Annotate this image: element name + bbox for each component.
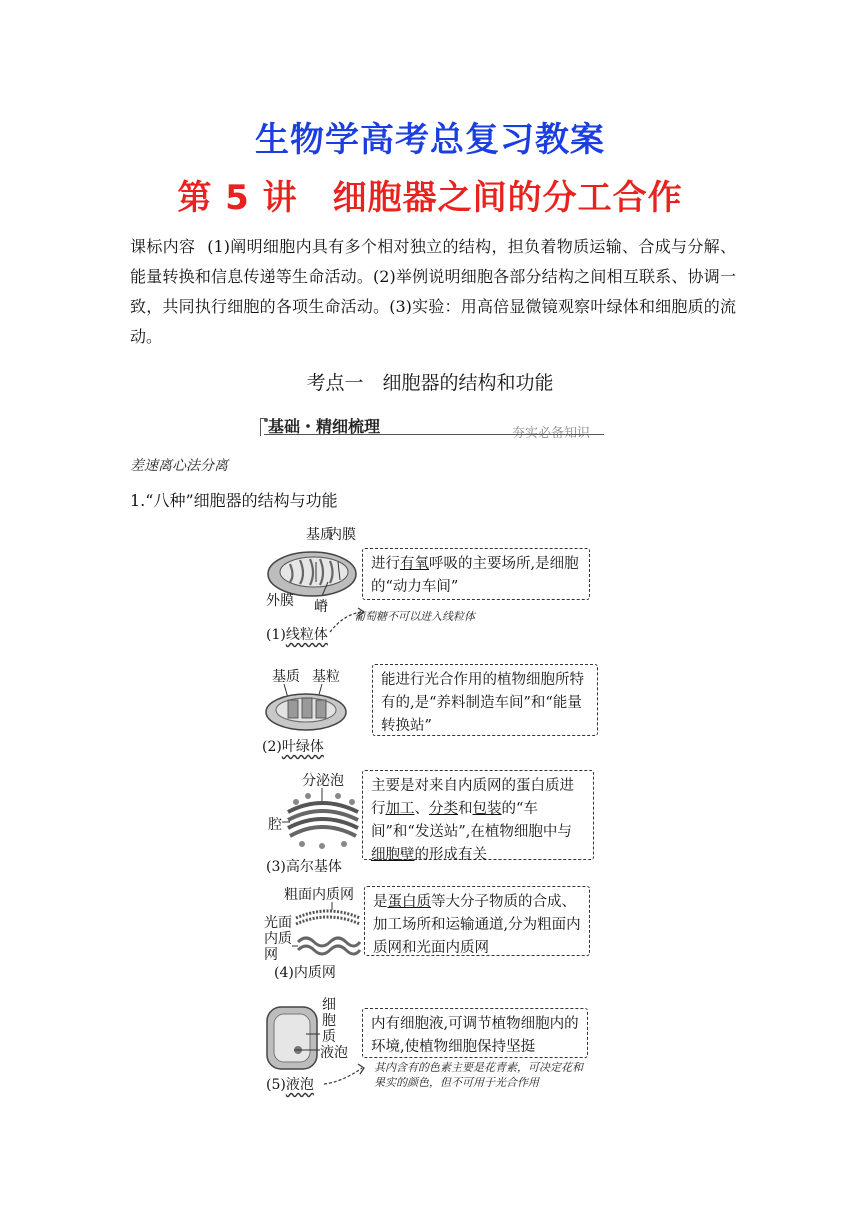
- label-grana: 基粒: [312, 669, 340, 685]
- label-leaders: [262, 994, 332, 1064]
- label-crista: 嵴: [314, 599, 328, 615]
- organelle-chloroplast: [262, 662, 622, 758]
- organelle-vacuole: [262, 994, 622, 1098]
- banner-rule: [264, 434, 604, 435]
- label-vacuole: 液泡: [320, 1045, 348, 1061]
- label-matrix: 基质: [306, 527, 334, 543]
- document-title: 生物学高考总复习教案: [255, 120, 605, 160]
- curriculum-standard: [130, 232, 736, 352]
- organelle-er: [262, 884, 622, 980]
- label-stroma: 基质: [272, 669, 300, 685]
- dashed-arrow: [322, 1060, 372, 1090]
- organelle-golgi: [262, 768, 622, 880]
- label-smooth-er-3: 网: [264, 947, 278, 963]
- standard-label: 课标内容: [130, 237, 196, 256]
- golgi-description: 主要是对来自内质网的蛋白质进行加工、分类和包装的“车间”和“发送站”,在植物细胞中与细胞壁的形成有关: [362, 770, 594, 860]
- organelle-mitochondrion: [262, 524, 622, 644]
- mitochondrion-description: 进行有氧呼吸的主要场所,是细胞的“动力车间”: [362, 548, 590, 600]
- banner-subtitle: 夯实必备知识: [511, 426, 590, 441]
- label-cyto-1: 细: [322, 997, 336, 1013]
- section-banner: [258, 412, 604, 440]
- item-heading: 1.“八种”细胞器的结构与功能: [130, 491, 338, 510]
- chloroplast-description: 能进行光合作用的植物细胞所特有的,是“养料制造车间”和“能量转换站”: [372, 664, 598, 736]
- chloroplast-icon: [262, 684, 352, 732]
- label-cisterna: 腔: [268, 817, 282, 833]
- er-description: 是蛋白质等大分子物质的合成、加工场所和运输通道,分为粗面内质网和光面内质网: [364, 886, 590, 956]
- label-vesicle: 分泌泡: [302, 773, 344, 789]
- label-smooth-er-1: 光面: [264, 915, 292, 931]
- standard-text: (1)阐明细胞内具有多个相对独立的结构，担负着物质运输、合成与分解、能量转换和信息传递等生命活动。(2)举例说明细胞各部分结构之间相互联系、协调一致，共同执行细胞的各项生命活动。(3)实验：用高倍显微镜观察叶绿体和细胞质的流动。: [130, 237, 736, 346]
- chloroplast-caption: (2)叶绿体: [262, 739, 324, 755]
- vacuole-caption: (5)液泡: [266, 1077, 314, 1093]
- er-icon: [292, 902, 364, 958]
- handwritten-note-method: 差速离心法分离: [130, 458, 228, 474]
- golgi-caption: (3)高尔基体: [266, 859, 342, 875]
- banner-title: 基础・精细梳理: [268, 417, 381, 436]
- label-rough-er: 粗面内质网: [284, 887, 354, 903]
- section-heading: 考点一 细胞器的结构和功能: [306, 372, 554, 394]
- label-cyto-2: 胞: [322, 1013, 336, 1029]
- golgi-icon: [282, 788, 364, 854]
- label-outer-membrane: 外膜: [266, 593, 294, 609]
- vacuole-description: 内有细胞液,可调节植物细胞内的环境,使植物细胞保持坚挺: [362, 1008, 588, 1058]
- lesson-title: 第 5 讲 细胞器之间的分工合作: [177, 178, 683, 218]
- mitochondrion-caption: (1)线粒体: [266, 627, 328, 643]
- handwritten-note-pigment: 其内含有的色素主要是花青素，可决定花和 果实的颜色，但不可用于光合作用: [374, 1061, 583, 1089]
- label-smooth-er-2: 内质: [264, 931, 292, 947]
- label-cyto-3: 质: [322, 1029, 336, 1045]
- label-inner-membrane: 内膜: [328, 527, 356, 543]
- handwritten-note-glucose: 葡萄糖不可以进入线粒体: [354, 610, 475, 623]
- er-caption: (4)内质网: [274, 965, 336, 981]
